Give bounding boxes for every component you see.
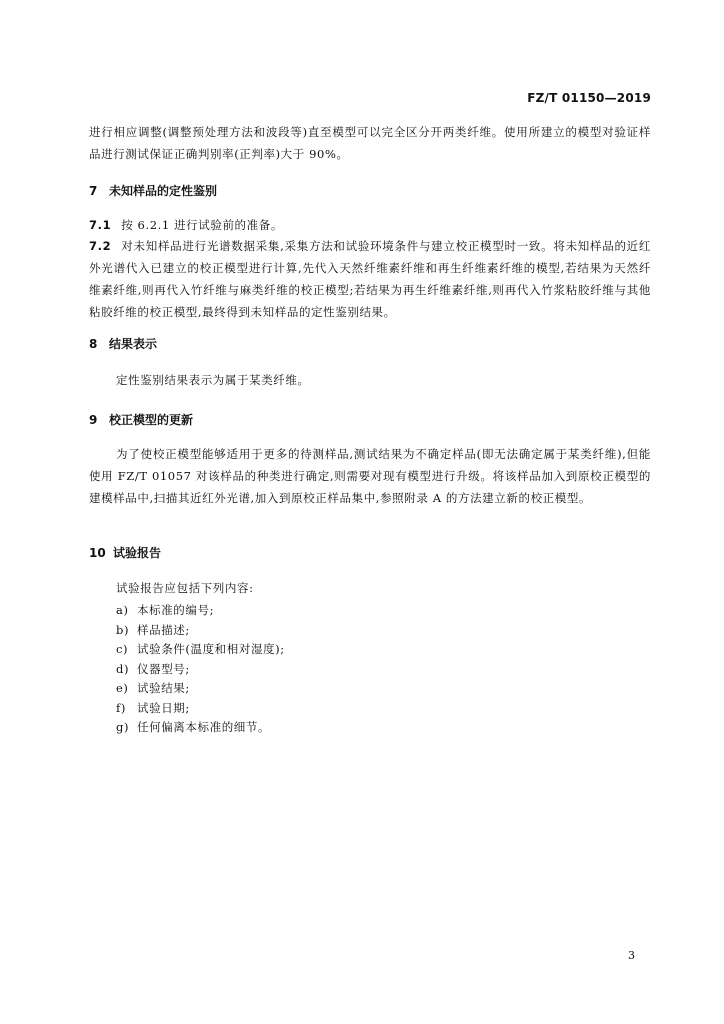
list-item-mark: b) (116, 622, 130, 637)
list-item-text: 试验条件(温度和相对湿度); (137, 642, 285, 656)
clause-7-1 (89, 214, 651, 236)
list-item (116, 641, 285, 661)
page-number: 3 (628, 949, 635, 962)
list-item-text: 本标准的编号; (137, 603, 215, 617)
report-items-list (116, 602, 285, 739)
section-7-heading (89, 182, 217, 199)
list-item-mark: f) (116, 700, 126, 715)
clause-7-2-number: 7.2 (89, 239, 112, 253)
list-item-mark: e) (116, 681, 129, 695)
clause-7-2-text: 对未知样品进行光谱数据采集,采集方法和试验环境条件与建立校正模型时一致。将未知样品的近红外光谱代入已建立的校正模型进行计算,先代入天然纤维素纤维和再生纤维素纤维的模型,若结果为天然纤维素纤维,则再代入竹纤维与麻类纤维的校正模型;若结果为再生纤维素纤维,则再代入竹浆粘胶纤维与其他粘胶纤维的校正模型,最终得到未知样品的定性鉴别结果。 (89, 239, 651, 319)
list-item-text: 试验日期; (137, 700, 190, 715)
list-item-mark: d) (116, 661, 130, 676)
list-item (116, 622, 285, 642)
list-item-text: 任何偏离本标准的细节。 (137, 720, 271, 734)
clause-7-2 (89, 235, 651, 323)
section-8-number: 8 (89, 337, 98, 351)
list-item (116, 661, 285, 681)
clause-7-1-number: 7.1 (89, 218, 112, 232)
section-7-title: 未知样品的定性鉴别 (109, 184, 218, 198)
section-8-heading (89, 335, 157, 352)
list-item (116, 680, 285, 700)
list-item-text: 仪器型号; (137, 661, 190, 676)
section-9-title: 校正模型的更新 (109, 413, 194, 427)
standard-code-header: FZ/T 01150—2019 (527, 91, 651, 105)
intro-paragraph: 进行相应调整(调整预处理方法和波段等)直至模型可以完全区分开两类纤维。使用所建立的模型对验证样品进行测试保证正确判别率(正判率)大于 90%。 (89, 125, 651, 161)
section-8-title: 结果表示 (109, 337, 158, 351)
section-8-text: 定性鉴别结果表示为属于某类纤维。 (116, 373, 310, 387)
list-item-mark: g) (116, 720, 130, 734)
list-item (116, 719, 285, 739)
clause-7-1-text: 按 6.2.1 进行试验前的准备。 (121, 218, 283, 232)
section-10-heading (89, 544, 161, 561)
section-9-text: 为了使校正模型能够适用于更多的待测样品,测试结果为不确定样品(即无法确定属于某类纤维),但能使用 FZ/T 01057 对该样品的种类进行确定,则需要对现有模型进行升级。将该样品加入到原校正模型的建模样品中,扫描其近红外光谱,加入到原校正样品集中,参照附录 A 的方法建立新的校正模型。 (89, 447, 651, 505)
section-9-heading (89, 411, 193, 428)
list-item-text: 样品描述; (137, 622, 190, 637)
list-item-text: 试验结果; (137, 681, 190, 695)
section-7-number: 7 (89, 184, 98, 198)
section-10-title: 试验报告 (113, 546, 162, 560)
list-item (116, 700, 285, 720)
section-10-number: 10 (89, 546, 106, 560)
section-9-number: 9 (89, 413, 98, 427)
list-item (116, 602, 285, 622)
report-list-intro: 试验报告应包括下列内容: (116, 581, 254, 595)
list-item-mark: a) (116, 603, 129, 617)
list-item-mark: c) (116, 642, 129, 656)
